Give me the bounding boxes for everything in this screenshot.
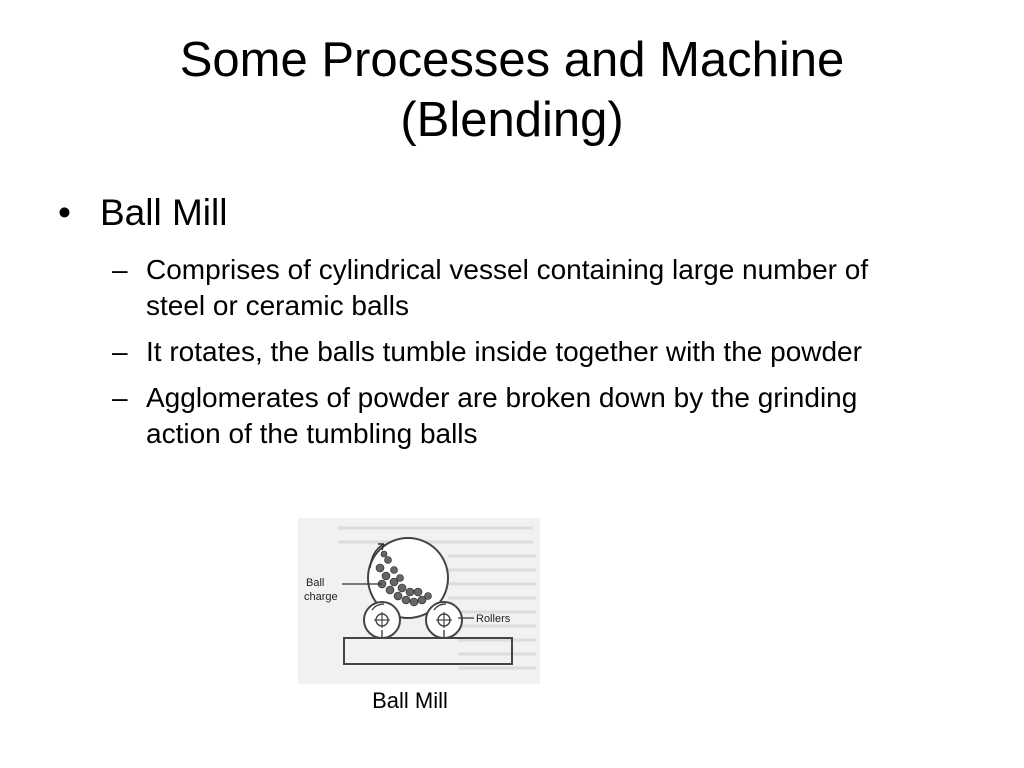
ball-mill-drawing [298,518,540,684]
bullet-marker: • [58,192,71,233]
sub-bullet-item [112,252,902,324]
title-line-1: Some Processes and Machine [179,33,845,87]
sub-bullet-text: It rotates, the balls tumble inside together with the powder [146,336,862,367]
dash-marker: – [112,254,128,285]
bullet-ball-mill [58,191,227,235]
sub-bullet-text: Comprises of cylindrical vessel containing large number of steel or ceramic balls [146,254,869,321]
ball-mill-diagram [298,518,540,684]
sub-bullet-text: Agglomerates of powder are broken down by the grinding action of the tumbling balls [146,382,858,449]
dash-marker: – [112,336,128,367]
title-line-2: (Blending) [400,93,624,147]
slide-title [0,30,1024,150]
sub-bullet-item [112,334,902,370]
label-ball: Ball [306,577,325,589]
sub-bullet-list [112,252,902,462]
label-charge: charge [304,591,338,603]
dash-marker: – [112,382,128,413]
label-rollers: Rollers [476,613,511,625]
sub-bullet-item [112,380,902,452]
bullet-label: Ball Mill [100,192,228,233]
figure-caption: Ball Mill [372,688,448,713]
